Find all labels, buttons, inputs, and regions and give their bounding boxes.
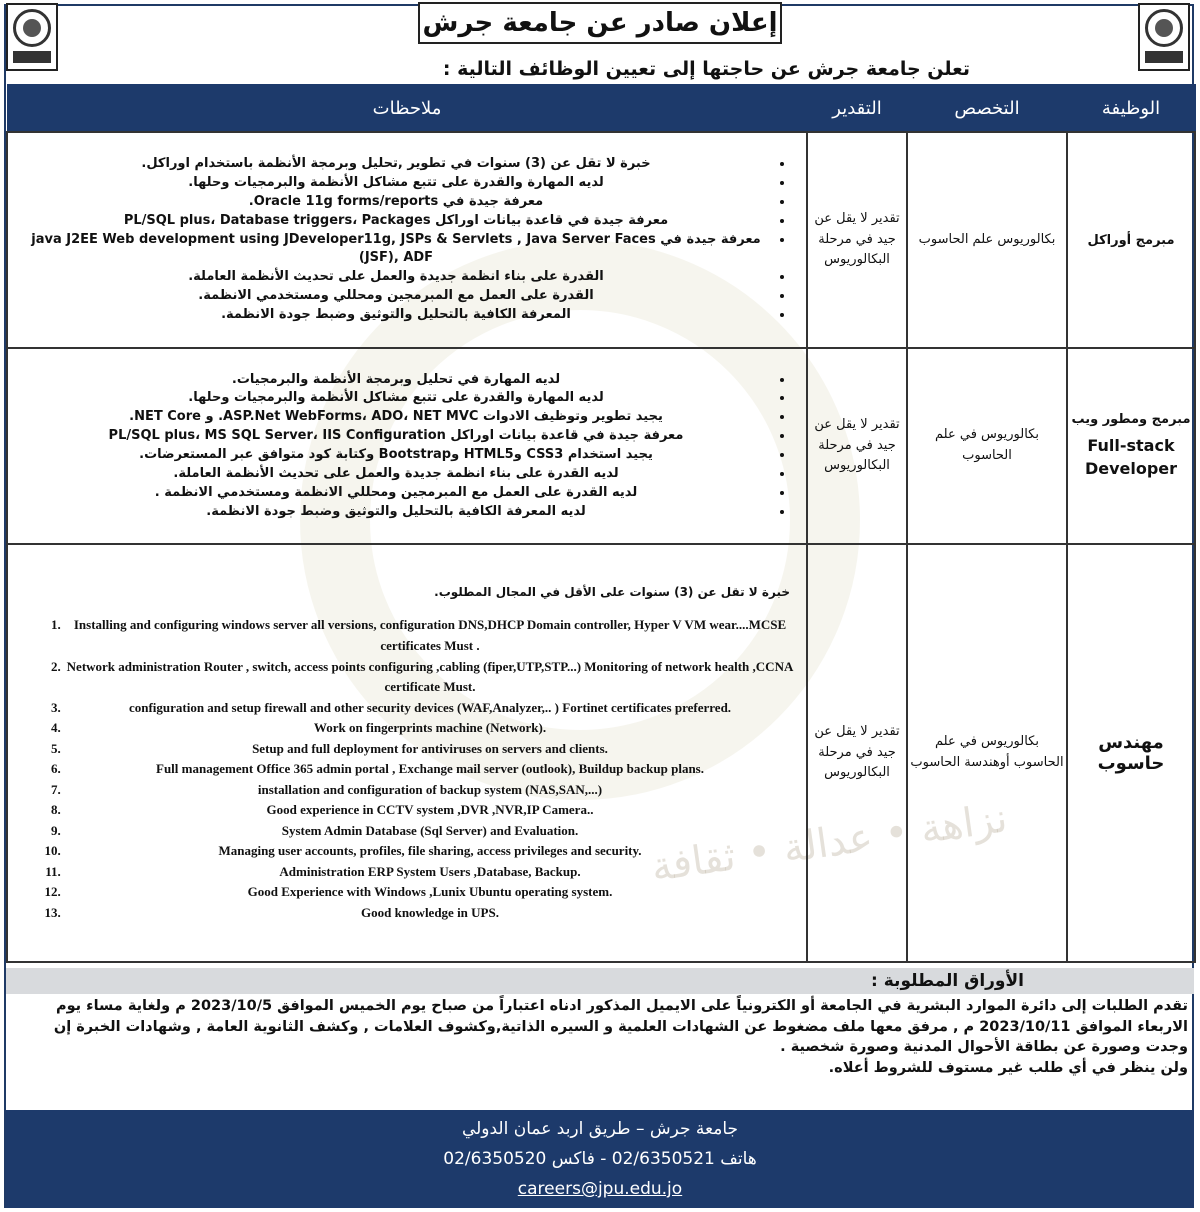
note-item: • القدرة على بناء انظمة جديدة والعمل على تحديث الأنظمة العاملة. xyxy=(22,268,770,287)
header-notes: ملاحظات xyxy=(7,85,807,133)
note-item: • لديه المهارة والقدرة على تتبع مشاكل الأنظمة والبرمجيات وحلها. xyxy=(22,389,770,408)
note-item: • المعرفة الكافية بالتحليل والتوثيق وضبط جودة الانظمة. xyxy=(22,306,770,325)
note-item: 4. Work on fingerprints machine (Network). xyxy=(64,718,796,739)
documents-heading: الأوراق المطلوبة : xyxy=(6,968,1194,994)
university-logo-right xyxy=(1138,3,1190,71)
note-item: • معرفة جيدة في قاعدة بيانات اوراكل PL/SQL plus، Database triggers، Packages xyxy=(22,212,770,231)
footer xyxy=(6,1110,1194,1208)
note-item: • لديه المهارة في تحليل وبرمجة الأنظمة والبرمجيات. xyxy=(22,371,770,390)
intro-text: تعلن جامعة جرش عن حاجتها إلى تعيين الوظائف التالية : xyxy=(442,58,970,80)
job-title xyxy=(1067,348,1195,544)
note-item: • خبرة لا تقل عن (3) سنوات في تطوير ,تحليل وبرمجة الأنظمة باستخدام اوراكل. xyxy=(22,155,770,174)
job-specialty: بكالوريوس في علم الحاسوب xyxy=(907,348,1067,544)
job-title-ar: مبرمج ومطور ويب xyxy=(1071,412,1191,428)
documents-disclaimer: ولن ينظر في أي طلب غير مستوف للشروط أعلاه. xyxy=(828,1059,1188,1076)
note-item: 13. Good knowledge in UPS. xyxy=(64,903,796,924)
table-row xyxy=(7,132,1195,348)
seal-icon xyxy=(1145,9,1183,47)
jobs-table xyxy=(6,84,1196,963)
note-item: 10. Managing user accounts, profiles, file sharing, access privileges and security. xyxy=(64,841,796,862)
note-item: 7. installation and configuration of backup system (NAS,SAN,...) xyxy=(64,780,796,801)
note-item: 8. Good experience in CCTV system ,DVR ,NVR,IP Camera.. xyxy=(64,800,796,821)
note-item: • يجيد تطوير وتوظيف الادوات ASP.Net WebForms، ADO، NET MVC. و NET Core. xyxy=(22,408,770,427)
watermark-text: نزاهة • عدالة • ثقافة xyxy=(648,795,1011,891)
table-header-row xyxy=(7,85,1195,133)
note-item: • معرفة جيدة في Oracle 11g forms/reports. xyxy=(22,193,770,212)
note-item: 12. Good Experience with Windows ,Lunix Ubuntu operating system. xyxy=(64,882,796,903)
job-specialty: بكالوريوس في علم الحاسوب أوهندسة الحاسوب xyxy=(907,544,1067,962)
documents-text xyxy=(12,996,1188,1078)
note-item: • القدرة على العمل مع المبرمجين ومحللي ومستخدمي الانظمة. xyxy=(22,287,770,306)
job-notes xyxy=(7,132,807,348)
seal-icon xyxy=(13,9,51,47)
page-title: إعلان صادر عن جامعة جرش xyxy=(418,2,782,44)
job-grade: تقدير لا يقل عن جيد في مرحلة البكالوريوس xyxy=(807,132,907,348)
job-title: مهندس حاسوب xyxy=(1067,544,1195,962)
job-title: مبرمج أوراكل xyxy=(1067,132,1195,348)
note-item: 11. Administration ERP System Users ,Database, Backup. xyxy=(64,862,796,883)
note-item: • يجيد استخدام CSS3 وHTML5 وBootstrap وكتابة كود متوافق عبر المستعرضات. xyxy=(22,446,770,465)
job-specialty: بكالوريوس علم الحاسوب xyxy=(907,132,1067,348)
job-notes xyxy=(7,348,807,544)
note-item: • لديه المهارة والقدرة على تتبع مشاكل الأنظمة والبرمجيات وحلها. xyxy=(22,174,770,193)
note-item: • معرفة جيدة في قاعدة بيانات اوراكل PL/SQL plus، MS SQL Server، IIS Configuration xyxy=(22,427,770,446)
note-item: 5. Setup and full deployment for antiviruses on servers and clients. xyxy=(64,739,796,760)
university-logo-left xyxy=(6,3,58,71)
header-job: الوظيفة xyxy=(1067,85,1195,133)
table-row xyxy=(7,348,1195,544)
header xyxy=(0,0,1200,56)
note-item: 3. configuration and setup firewall and other security devices (WAF,Analyzer,.. ) Fortinet certificates preferred. xyxy=(64,698,796,719)
documents-instructions: تقدم الطلبات إلى دائرة الموارد البشرية في الجامعة أو الكترونياً على الايميل المذكور ادناه اعتباراً من صباح يوم الخميس الموافق 2023/10/5 م ولغاية مساء يوم الاربعاء الموافق 2023/10/11 م , مرفق معها ملف مضغوط عن الشهادات العلمية و السيره الذاتية,وكشوف العلامات , وكشف الثانوية العامة , وشهادات الخبرة إن وجدت وصورة عن بطاقة الأحوال المدنية وصورة شخصية . xyxy=(53,998,1188,1056)
note-item: • لديه القدرة على بناء انظمة جديدة والعمل على تحديث الأنظمة العاملة. xyxy=(22,465,770,484)
note-intro: خبرة لا تقل عن (3) سنوات على الأقل في المجال المطلوب. xyxy=(434,584,790,599)
job-title-en: Full-stack Developer xyxy=(1084,436,1178,478)
footer-phone: هاتف 02/6350521 - فاكس 02/6350520 xyxy=(443,1149,757,1169)
note-item: • لديه القدرة على العمل مع المبرمجين ومحللي الانظمة ومستخدمي الانظمة . xyxy=(22,484,770,503)
table-row xyxy=(7,544,1195,962)
footer-address: جامعة جرش – طريق اربد عمان الدولي xyxy=(461,1119,739,1139)
note-item: 1. Installing and configuring windows server all versions, configuration DNS,DHCP Domain controller, Hyper V VM wear....MCSE certificates Must . xyxy=(64,615,796,656)
note-item: 9. System Admin Database (Sql Server) and Evaluation. xyxy=(64,821,796,842)
footer-email-link[interactable]: careers@jpu.edu.jo xyxy=(517,1179,683,1199)
job-notes xyxy=(7,544,807,962)
note-item: • معرفة جيدة في java J2EE Web development using JDeveloper11g, JSPs & Servlets , Java Server Faces (JSF), ADF xyxy=(22,231,770,269)
note-item: 2. Network administration Router , switch, access points configuring ,cabling (fiper,UTP,STP...) Monitoring of network health ,CCNA certificate Must. xyxy=(64,657,796,698)
header-specialty: التخصص xyxy=(907,85,1067,133)
note-item: • لديه المعرفة الكافية بالتحليل والتوثيق وضبط جودة الانظمة. xyxy=(22,503,770,522)
job-grade: تقدير لا يقل عن جيد في مرحلة البكالوريوس xyxy=(807,348,907,544)
job-grade: تقدير لا يقل عن جيد في مرحلة البكالوريوس xyxy=(807,544,907,962)
header-grade: التقدير xyxy=(807,85,907,133)
note-item: 6. Full management Office 365 admin portal , Exchange mail server (outlook), Buildup backup plans. xyxy=(64,759,796,780)
